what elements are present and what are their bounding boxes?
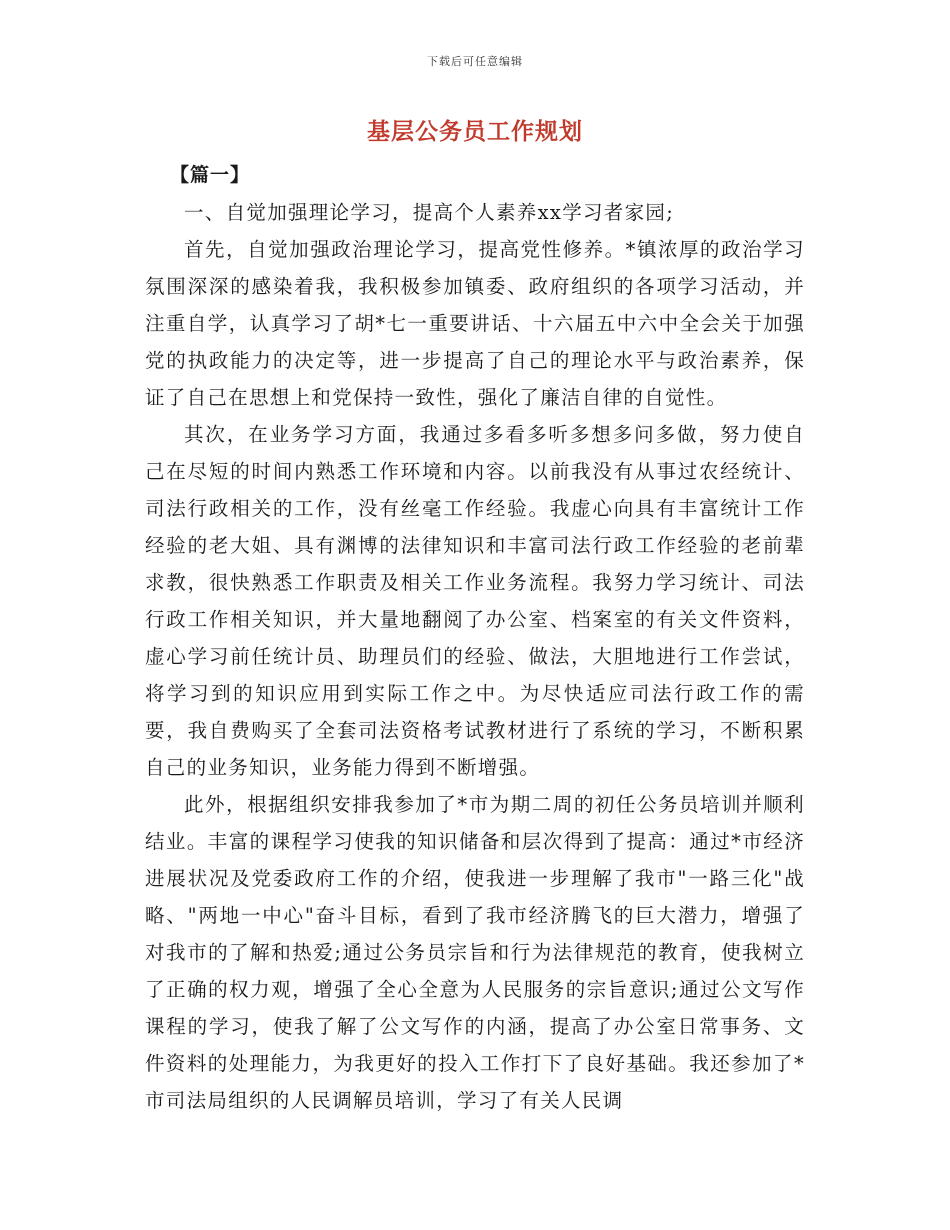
document-title: 基层公务员工作规划 xyxy=(367,118,583,145)
paragraph-intro: 一、自觉加强理论学习，提高个人素养xx学习者家园; xyxy=(184,201,675,224)
header-note: 下载后可任意编辑 xyxy=(427,55,523,68)
paragraph-first: 首先，自觉加强政治理论学习，提高党性修养。*镇浓厚的政治学习氛围深深的感染着我，我积极参加镇委、政府组织的各项学习活动，并注重自学，认真学习了胡*七一重要讲话、十六届五中六中全会关于加强党的执政能力的决定等，进一步提高了自己的理论水平与政治素养，保证了自己在思想上和党保持一致性，强化了廉洁自律的自觉性。 xyxy=(145,238,805,409)
paragraph-third: 此外，根据组织安排我参加了*市为期二周的初任公务员培训并顺利结业。丰富的课程学习使我的知识储备和层次得到了提高：通过*市经济进展状况及党委政府工作的介绍，使我进一步理解了我市"一路三化"战略、"两地一中心"奋斗目标，看到了我市经济腾飞的巨大潜力，增强了对我市的了解和热爱;通过公务员宗旨和行为法律规范的教育，使我树立了正确的权力观，增强了全心全意为人民服务的宗旨意识;通过公文写作课程的学习，使我了解了公文写作的内涵，提高了办公室日常事务、文件资料的处理能力，为我更好的投入工作打下了良好基础。我还参加了*市司法局组织的人民调解员培训，学习了有关人民调 xyxy=(145,793,805,1112)
paragraph-second: 其次，在业务学习方面，我通过多看多听多想多问多做，努力使自己在尽短的时间内熟悉工作环境和内容。以前我没有从事过农经统计、司法行政相关的工作，没有丝毫工作经验。我虚心向具有丰富统计工作经验的老大姐、具有渊博的法律知识和丰富司法行政工作经验的老前辈求教，很快熟悉工作职责及相关工作业务流程。我努力学习统计、司法行政工作相关知识，并大量地翻阅了办公室、档案室的有关文件资料，虚心学习前任统计员、助理员们的经验、做法，大胆地进行工作尝试，将学习到的知识应用到实际工作之中。为尽快适应司法行政工作的需要，我自费购买了全套司法资格考试教材进行了系统的学习，不断积累自己的业务知识，业务能力得到不断增强。 xyxy=(145,423,805,779)
document-body xyxy=(145,194,805,1119)
section-heading: 【篇一】 xyxy=(170,164,251,186)
